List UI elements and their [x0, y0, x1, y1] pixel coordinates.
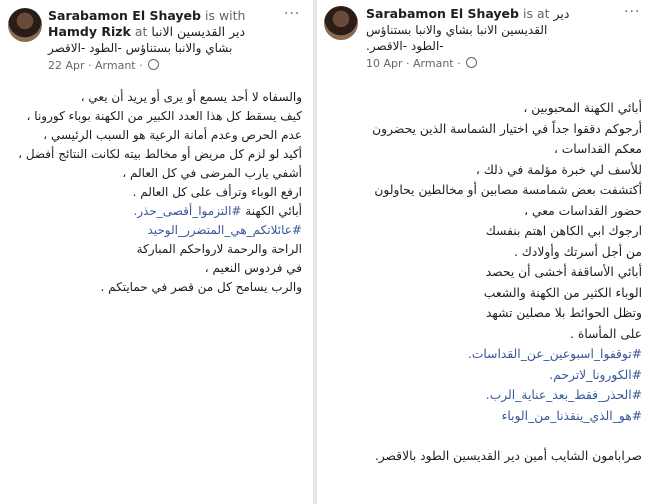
- post-line: أبائي الكهنة المحبوبين ،: [523, 101, 642, 115]
- post-line: أشفي يارب المرضى في كل العالم ،: [122, 166, 302, 180]
- hashtag-link[interactable]: #توقفوا_اسبوعين_عن_القداسات.: [467, 347, 642, 361]
- post-line: أكيد لو لزم كل مريض أو مخالط بيته لكانت النتائج أفضل ،: [18, 147, 302, 161]
- post-line: كيف يسقط كل هذا العدد الكبير من الكهنة بوباء كورونا ،: [26, 109, 302, 123]
- post-header: [366, 6, 616, 72]
- panel-divider: [313, 0, 317, 504]
- post-card-right: [318, 0, 650, 504]
- post-line: للأسف لي خبرة مؤلمة في ذلك ،: [475, 162, 642, 177]
- author-name[interactable]: Sarabamon El Shayeb: [48, 8, 201, 23]
- post-line-text: أبائي الكهنة: [241, 204, 302, 218]
- post-line: والرب يسامح كل من قصر في حمايتكم .: [100, 280, 302, 294]
- location-link-part1[interactable]: دير القديسين الانبا: [151, 24, 246, 39]
- post-line: من أجل أسرتك وأولادك .: [513, 244, 642, 259]
- post-line: أكتشفت بعض شمامسة مصابين أو مخالطين يحاولون: [374, 183, 642, 197]
- post-line: ارفع الوباء وترأف على كل العالم .: [132, 185, 302, 199]
- author-name[interactable]: Sarabamon El Shayeb: [366, 6, 519, 21]
- at-text: at: [134, 24, 148, 39]
- post-card-left: [0, 0, 312, 504]
- author-avatar[interactable]: [8, 8, 42, 42]
- is-with-text: is with: [204, 8, 246, 23]
- post-line: الوباء الكثير من الكهنة والشعب: [483, 285, 642, 300]
- signature-line: صرابامون الشايب أمين دير القديسين الطود بالاقصر.: [374, 449, 642, 463]
- post-header: [48, 8, 278, 74]
- blank-line: [322, 426, 642, 446]
- post-line: أبائي الأساقفة أخشى أن يحصد: [485, 265, 642, 279]
- post-line: حضور القداسات معي ،: [524, 203, 642, 218]
- more-options-icon[interactable]: ···: [284, 6, 301, 22]
- more-options-icon[interactable]: ···: [624, 4, 641, 20]
- hashtag-link[interactable]: #هو_الذي_ينقذنا_من_الوباء: [501, 408, 642, 423]
- post-line: والسفاه لا أحد يسمع أو يرى أو يريد أن يعي ،: [80, 90, 302, 104]
- post-body: [322, 98, 642, 467]
- post-line: الراحة والرحمة لارواحكم المباركة: [136, 242, 302, 256]
- author-avatar[interactable]: [324, 6, 358, 40]
- post-line: أرجوكم دققوا جداً في اختيار الشماسة الذين يحضرون: [372, 121, 642, 136]
- hashtag-link[interactable]: #عائلاتكم_هي_المتضرر_الوحيد: [147, 223, 302, 237]
- location-link-part1[interactable]: القديسين الانبا بشاي والانبا بستناؤس: [366, 23, 548, 37]
- post-date[interactable]: 10 Apr · Armant ·: [366, 57, 461, 70]
- post-line: ارجوك ابي الكاهن اهتم بنفسك: [485, 224, 642, 238]
- location-link-part2[interactable]: بشاي والانبا بستناؤس -الطود -الاقصر: [48, 41, 233, 55]
- post-line: عدم الحرص وعدم أمانة الرعية هو السبب الرئيسي ،: [43, 128, 302, 142]
- post-meta: [366, 56, 616, 72]
- post-line: معكم القداسات ،: [553, 142, 642, 156]
- hashtag-link[interactable]: #الحذر_فقط_بعد_عناية_الرب.: [485, 388, 642, 402]
- post-date[interactable]: 22 Apr · Armant ·: [48, 59, 143, 72]
- post-body: [2, 88, 302, 297]
- post-meta: [48, 58, 278, 74]
- location-link-part2[interactable]: -الطود -الاقصر.: [366, 39, 444, 53]
- hashtag-link[interactable]: #الكورونا_لاترحم.: [549, 367, 642, 382]
- post-line: وتظل الحوائط بلا مصلين تشهد: [485, 306, 642, 320]
- is-at-text: is at: [522, 6, 550, 21]
- hashtag-link[interactable]: #التزموا_أقصى_حذر.: [133, 204, 242, 218]
- tagged-person-name[interactable]: Hamdy Rizk: [48, 24, 131, 39]
- globe-icon: [466, 57, 477, 68]
- post-line: في فردوس النعيم ،: [204, 261, 302, 275]
- globe-icon: [148, 59, 159, 70]
- post-line-mixed: [2, 202, 302, 221]
- post-line: على المأساة .: [570, 326, 642, 341]
- location-link-part0[interactable]: دير: [553, 6, 570, 21]
